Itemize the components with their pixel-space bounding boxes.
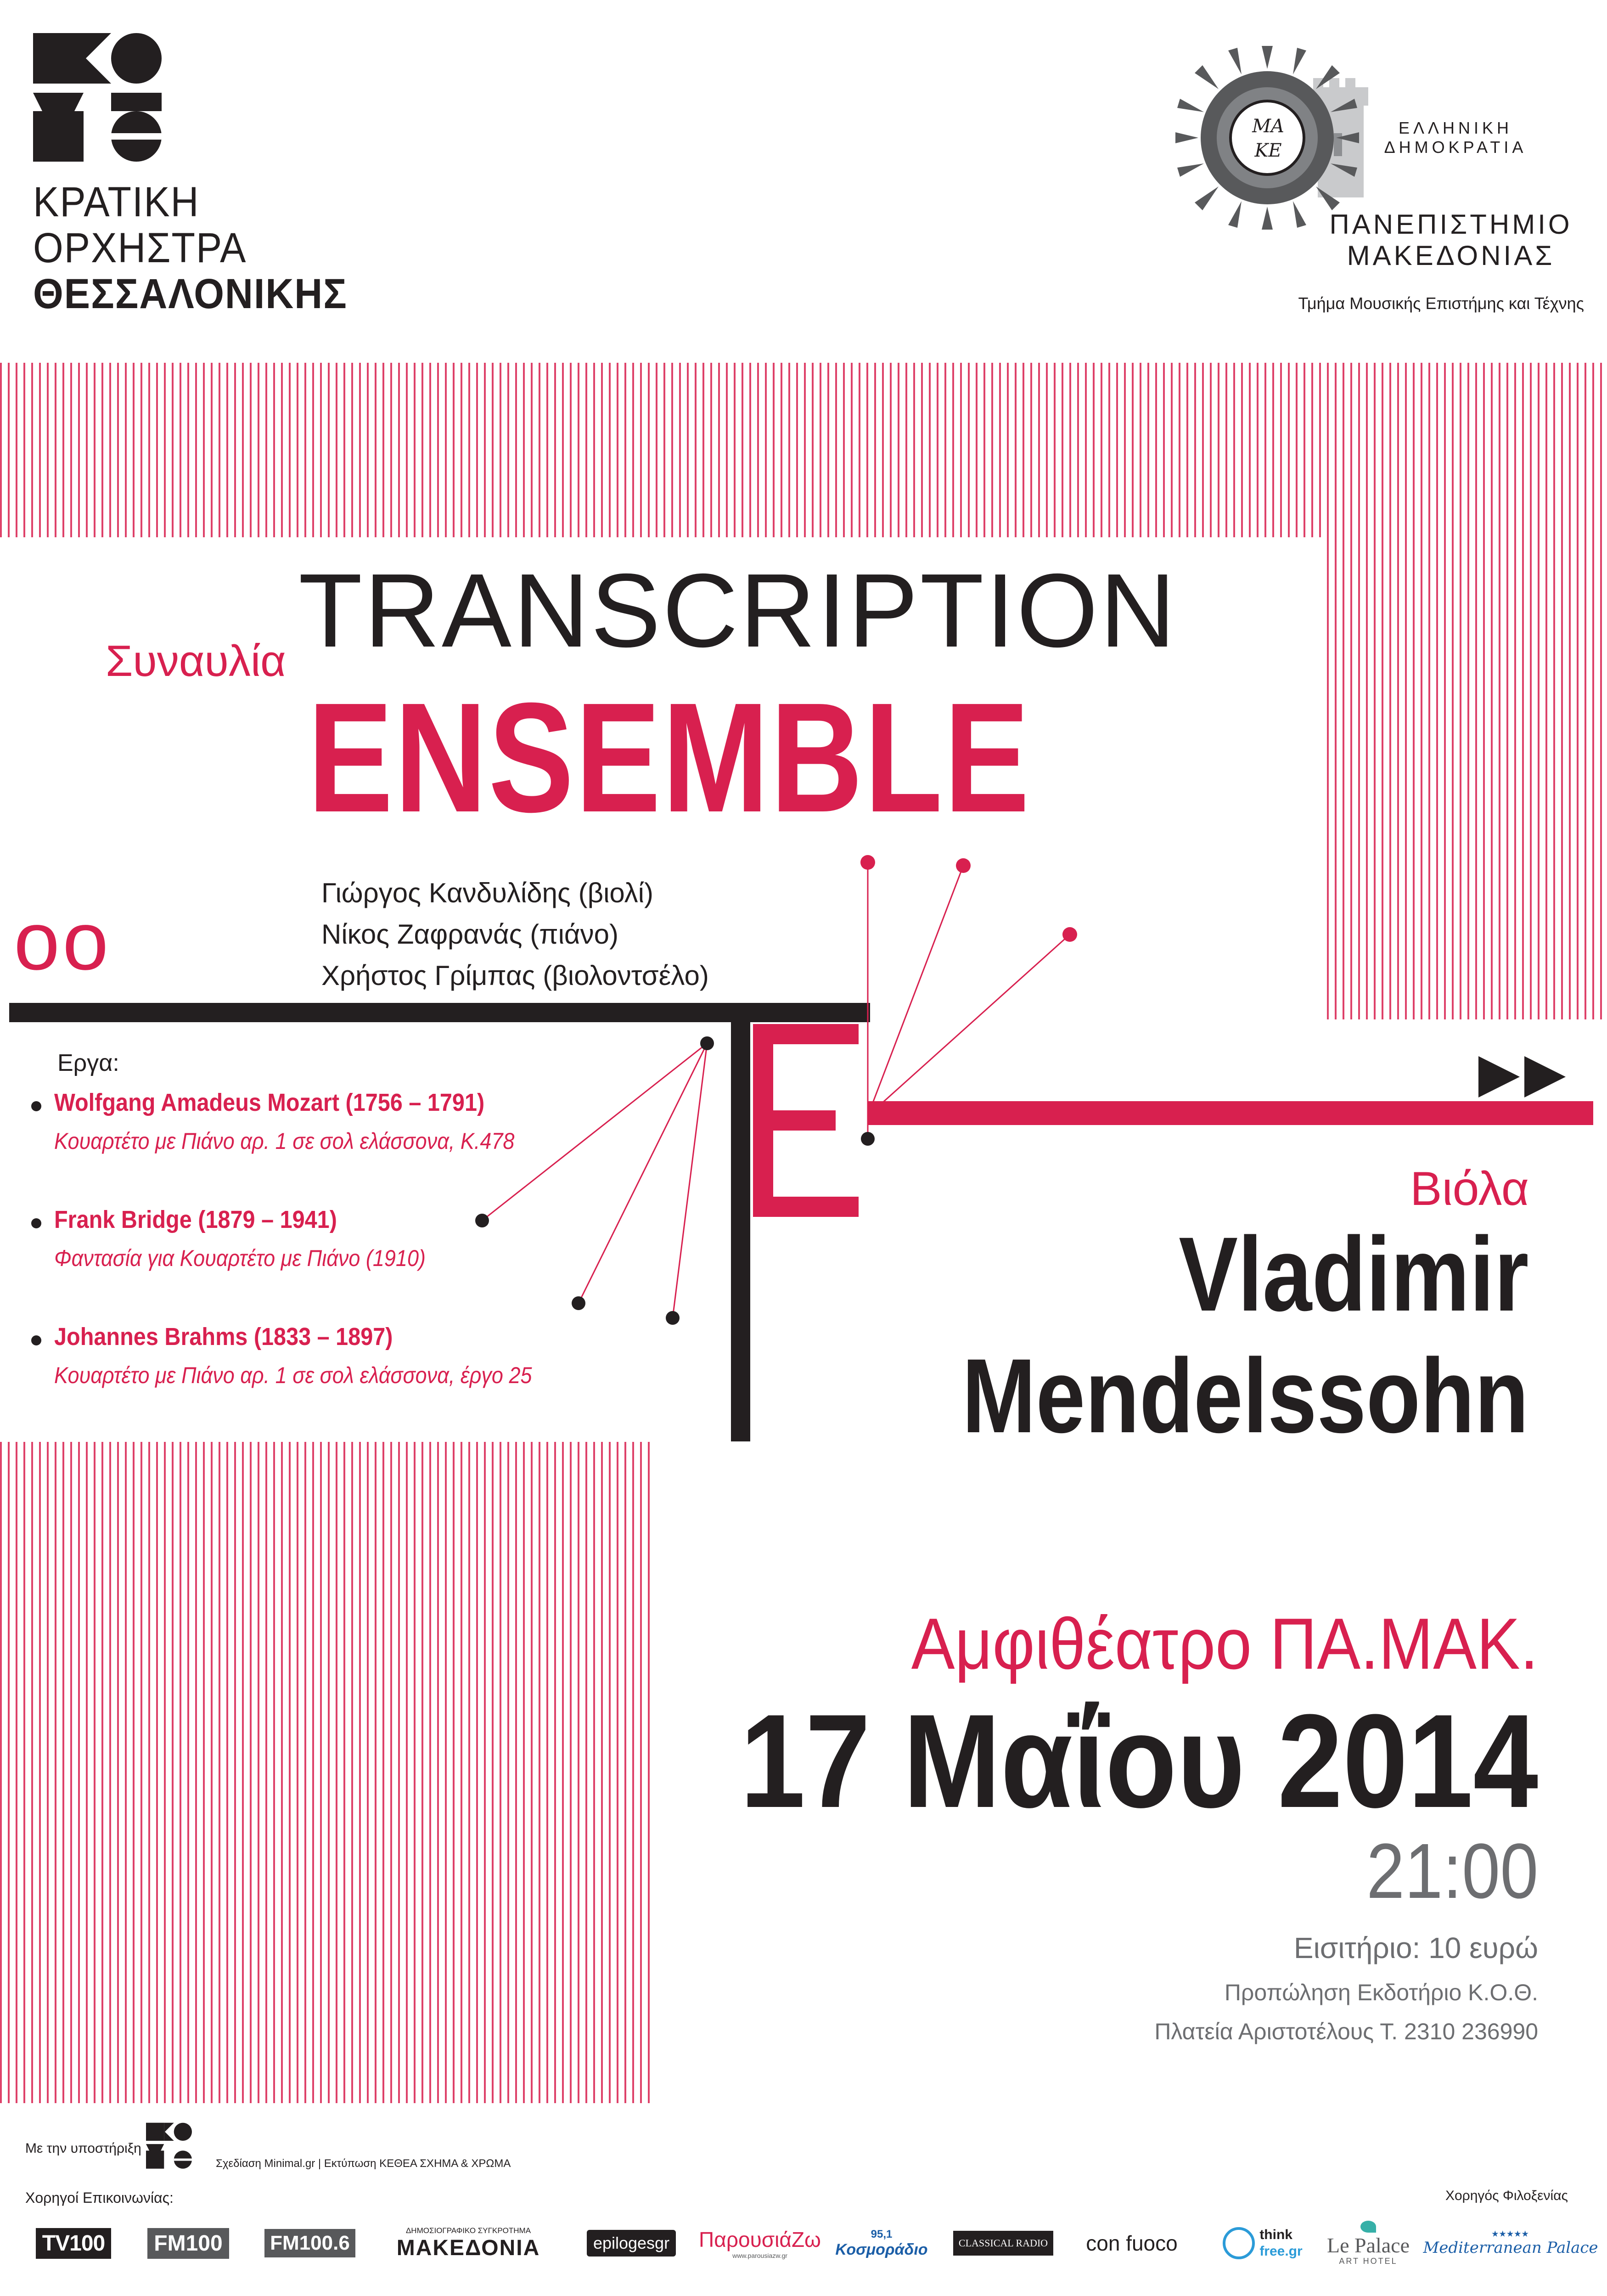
sponsor-mediterranean-name: Mediterranean Palace — [1423, 2239, 1598, 2257]
sponsor-fm100-text: FM100 — [147, 2228, 229, 2259]
musician-3: Χρήστος Γρίμπας (βιολοντσέλο) — [321, 960, 709, 991]
sponsor-fm100-6-text: FM100.6 — [264, 2229, 355, 2257]
work-item — [28, 1088, 670, 1205]
sponsor-mediterranean-stars: ★★★★★ — [1492, 2230, 1529, 2238]
media-sponsors-label: Χορηγοί Επικοινωνίας: — [25, 2189, 174, 2206]
sponsor-le-palace — [1313, 2218, 1423, 2268]
event-venue: Αμφιθέατρο ΠΑ.ΜΑΚ. — [911, 1604, 1538, 1684]
seal-text-bottom: ΚΕ — [1254, 140, 1282, 161]
oo-mark: oo — [14, 895, 112, 987]
sponsor-epiloges-text: epilogesgr — [587, 2230, 676, 2257]
soloist-last-name: Mendelssohn — [962, 1337, 1529, 1455]
sponsor-kosmoradio-name: Κοσμοράδιο — [835, 2240, 928, 2258]
hospitality-label: Χορηγός Φιλοξενίας — [1445, 2188, 1568, 2203]
work-piece: Φαντασία για Κουαρτέτο με Πιάνο (1910) — [54, 1245, 426, 1271]
orchestra-line3: ΘΕΣΣΑΛΟΝΙΚΗΣ — [33, 270, 348, 317]
work-item — [28, 1322, 670, 1440]
event-time: 21:00 — [1366, 1828, 1538, 1915]
sponsor-le-palace-icon — [1360, 2221, 1376, 2233]
orchestra-line2: ΟΡΧΗΣΤΡΑ — [33, 225, 247, 271]
sponsor-parousiazw-text: ΠαρουσιάΖω — [699, 2228, 821, 2251]
event-address: Πλατεία Αριστοτέλους Τ. 2310 236990 — [1154, 2019, 1538, 2044]
event-presale: Προπώληση Εκδοτήριο Κ.Ο.Θ. — [1224, 1980, 1538, 2005]
sponsor-think-text: think — [1259, 2227, 1292, 2242]
sponsor-kosmoradio — [836, 2218, 927, 2268]
seal-text-top: ΜΑ — [1252, 116, 1284, 137]
sponsor-kosmoradio-freq: 95,1 — [871, 2228, 893, 2240]
sponsor-con-fuoco-text: con fuoco — [1086, 2231, 1178, 2255]
credits: Σχεδίαση Minimal.gr | Εκτύπωση ΚΕΘΕΑ ΣΧΗΜΑ & ΧΡΩΜΑ — [216, 2157, 511, 2170]
work-composer: Johannes Brahms (1833 – 1897) — [54, 1323, 393, 1351]
republic-line2: ΔΗΜΟΚΡΑΤΙΑ — [1384, 138, 1527, 157]
sponsor-epiloges — [579, 2218, 684, 2268]
support-logo — [146, 2122, 192, 2171]
soloist-first-name: Vladimir — [1179, 1215, 1529, 1333]
university-line1: ΠΑΝΕΠΙΣΤΗΜΙΟ — [1329, 209, 1573, 240]
bullet-icon — [31, 1218, 41, 1228]
sponsor-classical-radio-text: CLASSICAL RADIO — [953, 2231, 1053, 2256]
event-ticket: Εισιτήριο: 10 ευρώ — [1293, 1931, 1538, 1964]
support-label: Με την υποστήριξη — [25, 2141, 141, 2156]
sponsor-con-fuoco — [1074, 2218, 1189, 2268]
musician-1: Γιώργος Κανδυλίδης (βιολί) — [321, 878, 653, 908]
work-composer: Frank Bridge (1879 – 1941) — [54, 1206, 337, 1233]
sponsor-le-palace-name: Le Palace — [1326, 2233, 1410, 2257]
sponsor-mediterranean-palace — [1423, 2218, 1598, 2268]
sponsor-tv100-text: TV100 — [36, 2228, 111, 2259]
event-date: 17 Μαΐου 2014 — [740, 1687, 1538, 1835]
sponsor-makedonia-name: ΜΑΚΕΔΟΝΙΑ — [396, 2235, 540, 2260]
bullet-icon — [31, 1335, 41, 1345]
sponsor-think-free-words — [1259, 2227, 1302, 2260]
concert-label: Συναυλία — [106, 636, 286, 686]
sponsor-makedonia-sub: ΔΗΜΟΣΙΟΓΡΑΦΙΚΟ ΣΥΓΚΡΟΤΗΜΑ — [405, 2226, 531, 2235]
musician-2: Νίκος Ζαφρανάς (πιάνο) — [321, 919, 618, 950]
work-piece: Κουαρτέτο με Πιάνο αρ. 1 σε σολ ελάσσονα, Κ.478 — [54, 1128, 515, 1154]
sponsor-parousiazw-url: www.parousiazw.gr — [732, 2252, 787, 2259]
sponsor-classical-radio — [950, 2218, 1056, 2268]
sponsor-free-text: free.gr — [1259, 2244, 1303, 2259]
republic-line1: ΕΛΛΗΝΙΚΗ — [1398, 118, 1513, 137]
soloist-instrument: Βιόλα — [1410, 1162, 1529, 1216]
university-line2: ΜΑΚΕΔΟΝΙΑΣ — [1347, 240, 1555, 271]
bullet-icon — [31, 1101, 41, 1111]
sponsor-parousiazw — [693, 2218, 826, 2268]
work-piece: Κουαρτέτο με Πιάνο αρ. 1 σε σολ ελάσσονα, έργο 25 — [54, 1362, 532, 1388]
sponsor-fm100 — [138, 2218, 239, 2268]
work-item — [28, 1205, 670, 1322]
title-transcription: TRANSCRIPTION — [298, 552, 1178, 669]
stripe-band-left — [0, 1442, 652, 2103]
work-composer: Wolfgang Amadeus Mozart (1756 – 1791) — [54, 1089, 485, 1116]
sponsor-makedonia — [376, 2218, 560, 2268]
sponsor-think-free — [1212, 2218, 1313, 2268]
sponsor-le-palace-sub: ART HOTEL — [1339, 2256, 1398, 2266]
orchestra-line1: ΚΡΑΤΙΚΗ — [33, 179, 200, 225]
works-heading: Εργα: — [57, 1050, 119, 1076]
sponsor-think-free-icon — [1223, 2227, 1255, 2259]
title-ensemble: ENSEMBLE — [308, 670, 1031, 845]
sponsor-tv100 — [23, 2218, 124, 2268]
sponsor-fm100-6 — [253, 2218, 367, 2268]
works-list — [28, 1088, 670, 1440]
university-department: Τμήμα Μουσικής Επιστήμης και Τέχνης — [1298, 294, 1584, 313]
